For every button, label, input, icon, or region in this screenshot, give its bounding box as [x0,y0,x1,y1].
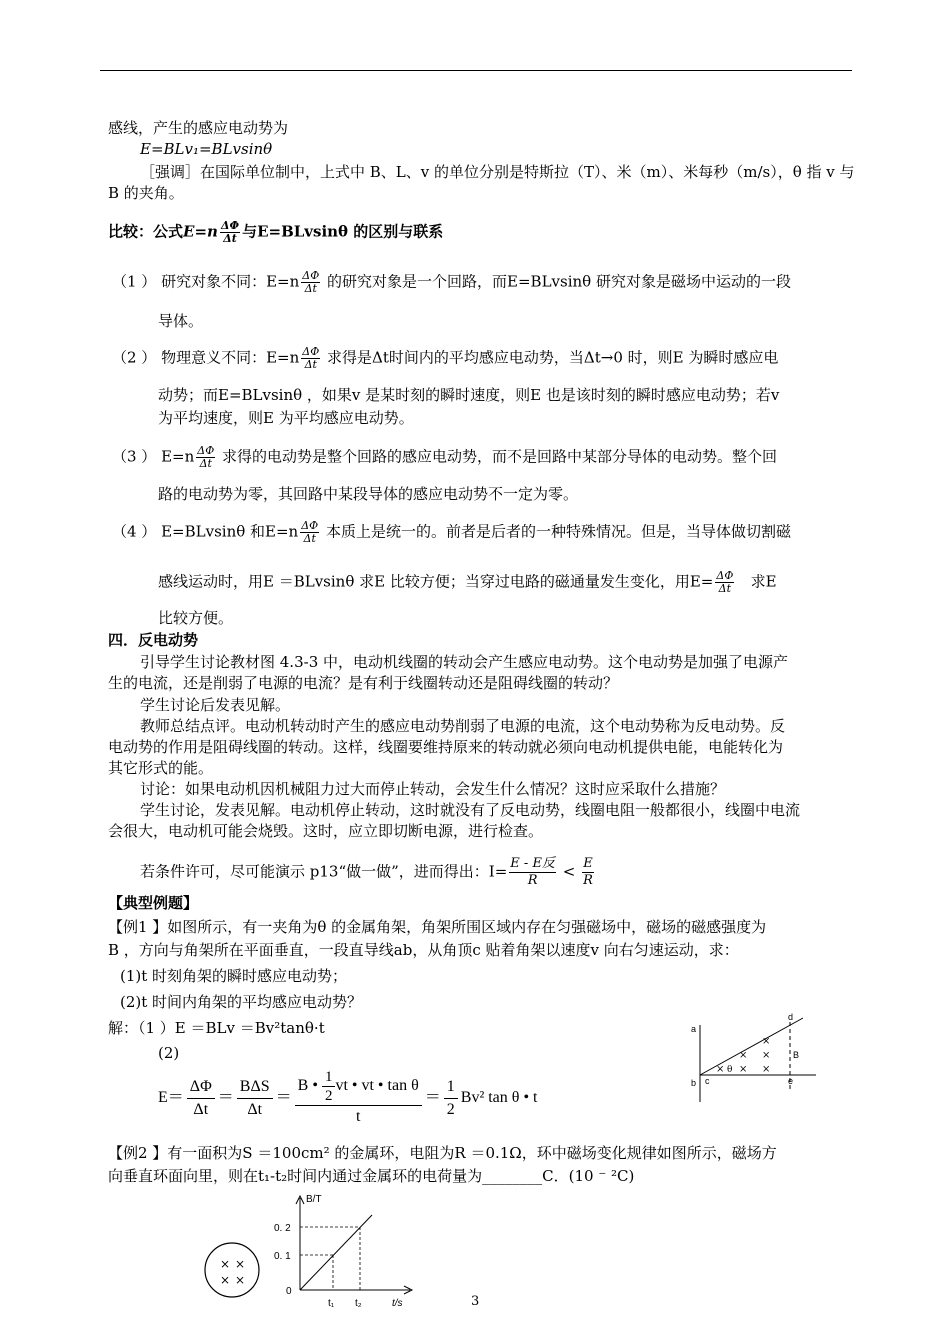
compare-item-2: （2 ） 物理意义不同：E=n $\frac{\Delta\Phi}{\Delta t}$ 求得是Δt时间内的平均感应电动势，当Δt→0 时，则E 为瞬时感应电 [112,345,779,371]
tick-t1: t₁ [328,1298,335,1309]
svg-text:×: × [235,1257,246,1271]
ex1-solution-1: 解：（1 ）E ＝BLv ＝Bv²tanθ·t [108,1019,325,1037]
metal-ring [205,1243,259,1297]
section-title: 四．反电动势 [108,631,199,649]
emphasis-line-1: ［强调］在国际单位制中，上式中 B、L、v 的单位分别是特斯拉（T）、米（m）、米每秒（m/s），θ 指 v 与 [140,163,855,181]
compare-item-4-cont2: 比较方便。 [158,609,234,627]
ex1-solution-2: (2) [158,1044,180,1062]
intro-formula: E=BLv₁=BLvsinθ [140,140,273,158]
angle-frame-figure [683,1012,823,1120]
compare-heading: 比较：公式E=n $\frac{\Delta\Phi}{\Delta t}$ 与E=BLvsinθ 的区别与联系 [108,219,444,245]
page-number: 3 [471,1294,480,1309]
svg-text:×: × [739,1050,748,1061]
tick-origin: 0 [286,1286,292,1297]
svg-text:×: × [220,1273,231,1287]
s4-p3b: 电动势的作用是阻碍线圈的转动。这样，线圈要维持原来的转动就必须向电动机提供电能，电能转化为 [108,738,784,756]
ring-crosses [220,1257,245,1287]
ex1-equation: E＝ $\frac{\Delta\Phi}{\Delta t}$ ＝ BΔS Δt ＝ B • $\frac{1}{2}$ vt • vt • tan θ t ＝ $\frac{1}{2}$ Bv² tan θ • t [158,1069,538,1125]
s4-p1b: 生的电流，还是削弱了电源的电流？是有利于线圈转动还是阻碍线圈的转动？ [108,674,619,692]
compare-item-3-cont: 路的电动势为零，其回路中某段导体的感应电动势不一定为零。 [158,485,579,503]
compare-item-1-cont: 导体。 [158,312,204,330]
s4-p5a: 学生讨论，发表见解。电动机停止转动，这时就没有了反电动势，线圈电阻一般都很小，线圈中电流 [140,801,801,819]
intro-line: 感线，产生的感应电动势为 [108,119,289,137]
label-b: b [691,1078,697,1088]
header-rule [100,70,852,71]
ex2-line-b: 向垂直环面向里，则在t₁-t₂时间内通过金属环的电荷量为________C．(10 ⁻ ²C) [108,1167,635,1185]
emphasis-line-2: B 的夹角。 [108,184,184,202]
s4-p2: 学生讨论后发表见解。 [140,696,291,714]
field-crosses [716,1036,770,1075]
ex1-q1: (1)t 时刻角架的瞬时感应电动势； [120,967,348,985]
compare-item-2-cont: 动势；而E=BLvsinθ ，如果v 是某时刻的瞬时速度，则E 也是该时刻的瞬时感应电动势；若v [158,386,780,404]
svg-text:×: × [762,1050,771,1061]
s4-p6: 若条件许可，尽可能演示 p13“做一做”，进而得出：I= $\frac{\text{E - E反}}{R}$ < $\frac{E}{R}$ [140,856,593,888]
ring-and-graph-figure [200,1190,430,1315]
label-c: c [705,1076,710,1086]
tick-02: 0. 2 [274,1223,291,1234]
tick-01: 0. 1 [274,1251,291,1262]
compare-item-1: （1 ） 研究对象不同：E=n $\frac{\Delta\Phi}{\Delta t}$ 的研究对象是一个回路，而E=BLvsinθ 研究对象是磁场中运动的一段 [112,269,791,295]
s4-p3c: 其它形式的能。 [108,759,214,777]
svg-text:×: × [220,1257,231,1271]
label-d: d [788,1012,794,1022]
tick-t2: t₂ [355,1298,362,1309]
ex1-line-b: B ，方向与角架所在平面垂直，一段直导线ab，从角顶c 贴着角架以速度v 向右匀速运动，求： [108,941,739,959]
axis-x-label: t/s [392,1298,403,1309]
compare-item-2-cont2: 为平均速度，则E 为平均感应电动势。 [158,409,414,427]
label-B: B [793,1050,800,1060]
ex1-line-a: 【例1 】如图所示，有一夹角为θ 的金属角架，角架所围区域内存在匀强磁场中，磁场的磁感强度为 [108,918,767,936]
ex1-q2: (2)t 时间内角架的平均感应电动势？ [120,993,363,1011]
axis-y-label: B/T [306,1194,322,1205]
label-e: e [788,1076,794,1086]
s4-p3a: 教师总结点评。电动机转动时产生的感应电动势削弱了电源的电流，这个电动势称为反电动势。反 [140,717,786,735]
label-a: a [691,1024,697,1034]
s4-p4: 讨论：如果电动机因机械阻力过大而停止转动，会发生什么情况？这时应采取什么措施？ [140,780,726,798]
s4-p5b: 会很大，电动机可能会烧毁。这时，应立即切断电源，进行检查。 [108,822,544,840]
svg-text:×: × [235,1273,246,1287]
ex2-line-a: 【例2 】有一面积为S ＝100cm² 的金属环，电阻为R ＝0.1Ω，环中磁场变化规律如图所示，磁场方 [108,1144,777,1162]
svg-text:×: × [716,1064,725,1075]
examples-title: 【典型例题】 [108,894,199,912]
s4-p1a: 引导学生讨论教材图 4.3-3 中，电动机线圈的转动会产生感应电动势。这个电动势是加强了电源产 [140,653,789,671]
compare-item-4: （4 ） E=BLvsinθ 和E=n $\frac{\Delta\Phi}{\Delta t}$ 本质上是统一的。前者是后者的一种特殊情况。但是，当导体做切割磁 [112,519,791,545]
svg-text:×: × [762,1036,771,1047]
svg-text:×: × [739,1064,748,1075]
label-theta: θ [727,1065,733,1075]
compare-item-3: （3 ） E=n $\frac{\Delta\Phi}{\Delta t}$ 求得的电动势是整个回路的感应电动势，而不是回路中某部分导体的电动势。整个回 [112,444,778,470]
svg-text:×: × [762,1064,771,1075]
compare-item-4-cont: 感线运动时，用E ＝BLvsinθ 求E 比较方便；当穿过电路的磁通量发生变化，用E= $\frac{\Delta\Phi}{\Delta t}$ 求E [158,569,777,595]
